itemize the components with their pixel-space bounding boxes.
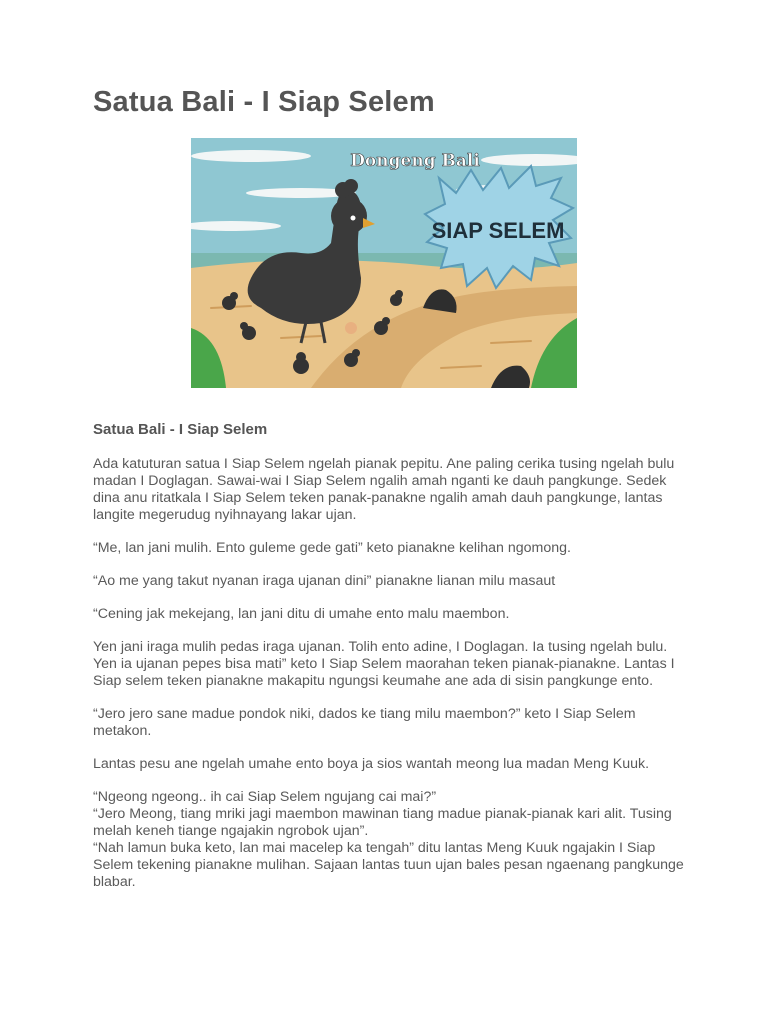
paragraph: Lantas pesu ane ngelah umahe ento boya ja sios wantah meong lua madan Meng Kuuk. (93, 756, 650, 772)
story-subtitle: Satua Bali - I Siap Selem (93, 421, 268, 438)
paragraph: “Jero Meong, tiang mriki jagi maembon mawinan tiang madue pianak-pianak kari alit. Tusing melah keneh tiange ngajakin ngrobok ujan”. (93, 806, 672, 839)
page-title: Satua Bali - I Siap Selem (93, 86, 435, 118)
pale-chick (345, 322, 357, 334)
paragraph: “Cening jak mekejang, lan jani ditu di umahe ento malu maembon. (93, 606, 510, 622)
paragraph: “Me, lan jani mulih. Ento guleme gede gati” keto pianakne kelihan ngomong. (93, 540, 571, 556)
paragraph: “Nah lamun buka keto, lan mai macelep ka tengah” ditu lantas Meng Kuuk ngajakin I Siap Selem tekening pianakne mulihan. Sajaan lantas tuun ujan bales pesan ngaenang pangkunge blabar. (93, 840, 684, 890)
paragraph: Ada katuturan satua I Siap Selem ngelah pianak pepitu. Ane paling cerika tusing ngelah bulu madan I Doglagan. Sawai-wai I Siap Selem ngalih amah nganti ke dauh pangkunge. Sedek dina anu ritatkala I Siap Selem teken panak-panakne ngalih amah dauh pangkunge, lantas langite megerudug nyihnayang lakar ujan. (93, 456, 675, 523)
badge-text: SIAP SELEM (431, 218, 565, 243)
illustration-svg (191, 138, 577, 388)
paragraph: Yen jani iraga mulih pedas iraga ujanan. Tolih ento adine, I Doglagan. Ia tusing ngelah bulu. Yen ia ujanan pepes bisa mati” keto I Siap Selem maorahan teken pianak-pianakne. Lantas I Siap selem teken pianakne makapitu ngungsi keumahe ane ada di sisin pangkunge ento. (93, 639, 675, 689)
story-body (93, 456, 693, 891)
banner-text: Dongeng Bali (350, 151, 480, 171)
paragraph: “Ngeong ngeong.. ih cai Siap Selem ngujang cai mai?” (93, 789, 437, 805)
hen-eye (351, 216, 356, 221)
paragraph: “Jero jero sane madue pondok niki, dados ke tiang milu maembon?” keto I Siap Selem metakon. (93, 706, 636, 739)
paragraph: “Ao me yang takut nyanan iraga ujanan dini” pianakne lianan milu masaut (93, 573, 556, 589)
story-illustration (191, 138, 577, 388)
